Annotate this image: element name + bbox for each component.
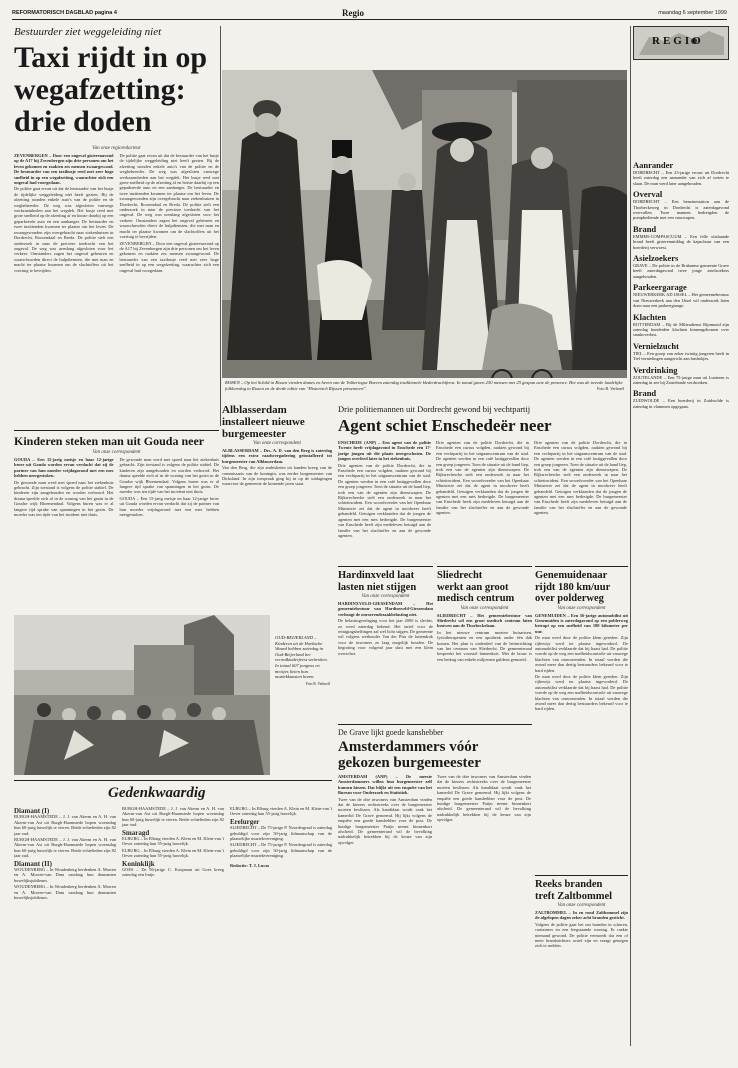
- hardinxveld-byline: Van onze correspondent: [361, 594, 410, 599]
- taxi-title-line-2: wegafzetting:: [14, 73, 186, 106]
- side-h-6: Vernielzucht: [633, 340, 679, 351]
- alblasserdam-title: [222, 404, 332, 440]
- sliedrecht-title-line-3: medisch centrum: [437, 593, 515, 604]
- gedenk-col1-h1: Diamant (I): [14, 807, 50, 815]
- oud-beijerland-caption: [275, 635, 330, 745]
- gedenkwaardig-title: Gedenkwaardig: [108, 785, 206, 801]
- zaltbommel-article: [535, 875, 628, 1045]
- side-t-4: NIEUWERKERK AD IJSSEL – Het gemeentebestuur van Nieuwerkerk aan den IJssel wil onderzoek laten doen naar een parkeergarage.: [633, 292, 729, 309]
- gouda-body-1: De gewonde man werd met spoed naar het ziekenhuis gebracht. Zijn toestand is volgens de politie stabiel. De kinderen zijn aangehouden en worden verhoord. Het drama speelde zich af in de woning van het gezin in de Goudse wijk Bloemendaal. Volgens buren was er al langere tijd sprake van spanningen in het gezin. De moeder was ten tijde van het incident niet thuis.: [14, 479, 114, 518]
- gedenk-col1-h2: Diamant (II): [14, 859, 52, 868]
- genemuiden-title: [535, 570, 628, 605]
- gouda-article: [14, 430, 219, 615]
- side-h-3: Asielzoekers: [633, 253, 679, 264]
- sliedrecht-title: [437, 570, 532, 605]
- alblasserdam-title-line-1: Alblasserdam: [222, 404, 287, 416]
- zaltbommel-body: Volgens de politie gaat het om branden in schuren, containers en een leegstaande woning. Er raakte niemand gewond. De politie vermoedt dat een of meer brandstichters actief zijn en vraagt getuigen zich te melden.: [535, 921, 628, 949]
- taxi-article: [14, 26, 219, 426]
- klederdracht-photo-art: [222, 70, 627, 400]
- main-photo: [222, 70, 627, 400]
- gedenk-col1-t1: BURGH-HAAMSTEDE – J. J. van Akerm en A. H. van Akerm-van Ast uit Burgh-Haamstede hopen woensdag hun 60-jarig huwelijk te vieren. Beide echtelieden zijn 82 jaar oud.: [14, 814, 116, 836]
- gouda-title: Kinderen steken man uit Gouda neer: [14, 434, 205, 448]
- grave-title-line-2: gekozen burgemeester: [338, 755, 481, 771]
- genemuiden-article: [535, 566, 628, 871]
- enschede-body-1: Drie agenten van de politie Dordrecht, die in Enschede een cursus volgden, raakten gewond bij een vechtpartij in het uitgaanscentrum van de stad. De agenten werden in een café lastiggevallen door een groep jongeren. Toen de situatie uit de hand liep, trok een van de agenten zijn dienstwapen. De Rijksrecherche stelt een onderzoek in naar het schietincident. Een woordvoerder van het Openbaar Ministerie zei dat de agent in noodweer heeft gehandeld. Getuigen verklaarden dat de jongen de agenten met een mes bedreigde. De burgemeester van Enschede heeft zijn medeleven betuigd aan de familie van het slachtoffer en aan de gewonde agenten.: [338, 462, 431, 538]
- gouda-body-3: GOUDA – Een 15-jarig meisje en haar 12-jarige broer uit Gouda worden ervan verdacht dat zij de partner van hun moeder vrijdagavond met een mes hebben neergestoken.: [119, 495, 219, 518]
- alblasserdam-byline: Van onze correspondent: [253, 441, 301, 446]
- alblasserdam-title-line-2: installeert nieuwe: [222, 416, 305, 428]
- column-rule-right: [630, 26, 631, 1046]
- gedenk-col2-t2: GOES – De 96-jarige C. Koopman uit Goes kreeg zaterdag een lintje.: [122, 867, 224, 878]
- alblasserdam-lead: ALBLASSERDAM – Drs. A. D. van den Berg is zaterdag tijdens een extra raadsvergadering geïnstalleerd tot burgemeester van Alblasserdam.: [222, 448, 332, 464]
- regio-sidebar: [633, 26, 729, 1046]
- enschede-body-2: Drie agenten van de politie Dordrecht, die in Enschede een cursus volgden, raakten gewond bij een vechtpartij in het uitgaanscentrum van de stad. De agenten werden in een café lastiggevallen door een groep jongeren. Toen de situatie uit de hand liep, trok een van de agenten zijn dienstwapen. De Rijksrecherche stelt een onderzoek in naar het schietincident. Een woordvoerder van het Openbaar Ministerie zei dat de agent in noodweer heeft gehandeld. Getuigen verklaarden dat de jongen de agenten met een mes bedreigde. De burgemeester van Enschede heeft zijn medeleven betuigd aan de familie van het slachtoffer en aan de gewonde agenten.: [436, 440, 529, 516]
- gedenk-col3-t1: SLIEDRECHT – De 75-jarige P. Noordergraaf is zaterdag gehuldigd voor zijn 50-jarig lidmaatschap van de plaatselijke muziekvereniging.: [230, 825, 332, 842]
- taxi-title-line-3: drie doden: [14, 105, 152, 138]
- oud-beijerland-credit: Foto R. Verhoeff: [305, 681, 330, 686]
- genemuiden-title-line-2: rijdt 180 km/uur: [535, 581, 611, 593]
- genemuiden-lead: GENEMUIDEN – Een 36-jarige automobilist uit Genemuiden is zaterdagavond op een polderweg betrapt op een snelheid van 180 kilometer per uur.: [535, 612, 628, 634]
- gouda-lead: GOUDA – Een 15-jarig meisje en haar 12-jarige broer uit Gouda worden ervan verdacht dat zij de partner van hun moeder vrijdagavond met een mes hebben neergestoken.: [14, 457, 114, 479]
- main-caption-text: RISSEN – Op het Schild in Rissen vierden dames en heren van de Volkeringse Boeren zaterdag traditionele klederdrachtfeest. In totaal gaven 250 mensen met 25 gespan acte de presence. Het was de tweede landelijke folkloredag in Rissen en de derde editie van "Historisch Rijssen presenteert".: [225, 380, 623, 391]
- zaltbommel-title: [535, 879, 628, 902]
- hardinxveld-lead: HARDINXVELD-GIESSENDAM – Het gemeentebestuur van Hardinxveld-Giessendam verhoogt de onroerendezaakbelasting niet.: [338, 601, 433, 617]
- sliedrecht-body: In het nieuwe centrum moeten huisartsen, fysiotherapeuten en een apotheek onder één dak komen. Het plan is onderdeel van de herinrichting van het centrum van Sliedrecht. De gemeenteraad bespreekt het voorstel binnenkort. Met de bouw is een bedrag van enkele miljoenen guldens gemoeid.: [437, 629, 532, 662]
- side-t-0: DORDRECHT – Een 23-jarige vrouw uit Dordrecht heeft zaterdag een aanrander van zich af weten te slaan. De man werd later aangehouden.: [633, 170, 729, 186]
- gedenkwaardig-section: [14, 780, 332, 1045]
- zaltbommel-byline: Van onze correspondent: [557, 903, 606, 908]
- hardinxveld-article: [338, 566, 433, 721]
- grave-title-line-1: Amsterdammers vóór: [338, 739, 479, 755]
- gedenk-col2-t1: ELBURG – In Elburg vierden A. Klein en M. Klein-van 't Oever zaterdag hun 55-jarig huwelijk.: [122, 836, 224, 847]
- header-date: maandag 6 september 1999: [658, 10, 727, 16]
- gedenk-col2-h1: Smaragd: [122, 828, 150, 837]
- gedenk-col1-t2: WOUDENBERG – In Woudenberg herdenken A. Morren en A. Morren-van Dam vandaag hun diamanten huwelijksjubileum.: [14, 867, 116, 883]
- side-h-2: Brand: [633, 223, 657, 234]
- side-h-4: Parkeergarage: [633, 282, 687, 293]
- enschede-kicker: Drie politiemannen uit Dordrecht gewond bij vechtpartij: [338, 404, 531, 414]
- side-t-6: TIEL – Een groep van zeker twintig jongeren heeft in Tiel vernielingen aangericht aan bushokjes.: [633, 350, 729, 362]
- taxi-byline: Van onze regioredacteur: [92, 146, 141, 151]
- side-t-7: ZOUTELANDE – Een 75-jarige man uit Lunteren is zaterdag in zee bij Zoutelande verdronken.: [633, 374, 729, 385]
- side-h-0: Aanrander: [633, 160, 674, 170]
- taxi-body-3: ZEVENBERGEN – Door een ongeval gisterenavond op de A17 bij Zevenbergen zijn drie personen om het leven gekomen en raakten zes mensen zwaargewond. De bestuurder van een taxibusje reed met zeer hoge snelheid in op een wegafzetting, waarachter zich een ongeval had voorgedaan.: [119, 240, 219, 273]
- taxi-lead: ZEVENBERGEN – Door een ongeval gisterenavond op de A17 bij Zevenbergen zijn drie personen om het leven gekomen en raakten zes mensen zwaargewond. De bestuurder van een taxibusje reed met zeer hoge snelheid in op een wegafzetting, waarachter zich een ongeval had voorgedaan.: [14, 153, 114, 186]
- grave-kicker: De Grave lijkt goede kanshebber: [338, 728, 444, 737]
- sliedrecht-title-line-1: Sliedrecht: [437, 570, 483, 581]
- oud-beijerland-caption-text: OUD-BEIJERLAND – Kinderen uit de Hoeksche Waard hebben zaterdag in Oud-Beijerland het recordkinderfeest verbroken. In totaal 607 jongens en meisjes lieten hun muziekkunsten horen.: [275, 635, 328, 680]
- sliedrecht-byline: Van onze correspondent: [460, 605, 509, 611]
- alblasserdam-body: Van den Berg, die zijn ambtsketen uit handen kreeg van de commissaris van de koningin, was eerder burgemeester van Dirksland. In zijn toespraak ging hij in op de uitdagingen waarvoor de gemeente de komende jaren staat.: [222, 465, 332, 487]
- grave-lead: AMSTERDAM (ANP) – De meeste Amsterdammers willen hun burgemeester zelf kunnen kiezen. Dat blijkt uit een enquête van het Bureau voor Onderzoek en Statistiek.: [338, 774, 432, 796]
- gedenk-col1-t1b: BURGH-HAAMSTEDE – J. J. van Akerm en A. H. van Akerm-van Ast uit Burgh-Haamstede hopen woensdag hun 60-jarig huwelijk te vieren. Beide echtelieden zijn 82 jaar oud.: [14, 837, 116, 859]
- gedenk-col3-h1: Erelurger: [230, 817, 260, 826]
- sliedrecht-title-line-2: werkt aan groot: [437, 581, 509, 593]
- alblasserdam-title-line-3: burgemeester: [222, 428, 287, 440]
- zaltbommel-title-line-1: Reeks branden: [535, 879, 603, 890]
- gedenk-col2-t1b: ELBURG – In Elburg vierden A. Klein en M. Klein-van 't Oever zaterdag hun 55-jarig huwelijk.: [122, 847, 224, 859]
- side-h-1: Overval: [633, 189, 663, 200]
- enschede-lead: ENSCHEDE (ANP) – Een agent van de politie Twente heeft vrijdagavond in Enschede een 17-jarige jongen uit die plaats neergeschoten. De jongen overleed later in het ziekenhuis.: [338, 440, 431, 462]
- grave-body-2: Twee van de drie inwoners van Amsterdam vinden dat de kiezers rechtstreeks over de burgemeester moeten beslissen. Als kandidaat wordt vaak het kamerlid De Grave genoemd. Hij lijkt volgens de enquête een goede kanshebber voor de post. De huidige burgemeester Patijn neemt binnenkort afscheid. De gemeenteraad wil de bevolking nadrukkelijk betrekken bij de keuze van zijn opvolger.: [437, 774, 531, 823]
- main-photo-credit: Foto R. Verhoeff: [597, 385, 624, 391]
- hardinxveld-title-line-2: lasten niet stijgen: [338, 581, 417, 593]
- regio-logo: [633, 26, 729, 60]
- hardinxveld-body: De belastingverlaging voor het jaar 2000 is slechts, zo werd zaterdag bekend. Het tarief voor de reinigingsheffingen zal wel licht stijgen. De gemeente wil volgens wethouder Van der Plas de lastendruk voor de inwoners zo laag mogelijk houden. De begroting voor volgend jaar sluit met een klein overschot.: [338, 618, 433, 656]
- gedenk-col3-intro: ELBURG – In Elburg vierden A. Klein en M. Klein-van 't Oever zaterdag hun 55-jarig huwelijk.: [230, 806, 332, 817]
- sliedrecht-lead: SLIEDRECHT – Het gemeentebestuur van Sliedrecht wil een groot medisch centrum laten bouwen aan de Thorbeckelaan.: [437, 612, 532, 629]
- taxi-body-1: De politie gaat ervan uit dat de bestuurder van het busje de tijdelijke weggeleiding niet heeft gezien. Bij de afzetting stonden enkele auto's van de politie en de wegbeheerder. De weg was afgesloten vanwege werkzaamheden aan het wegdek. Het busje reed met grote snelheid op de afzetting af en botste daarbij op een geparkeerde auto en een aanhanger. De bestuurder en twee inzittenden kwamen ter plaatse om het leven. De zwaargewonden zijn overgebracht naar ziekenhuizen in Dordrecht, Roosendaal en Breda. De politie stelt een onderzoek in naar de precieze toedracht van het ongeval. De weg was urenlang afgesloten voor het verkeer. Omstanders zagen het ongeval gebeuren en waarschuwden direct de hulpdiensten, die met man en macht ter plaatse kwamen om de slachtoffers uit het voertuig te bevrijden.: [14, 186, 114, 273]
- genemuiden-title-line-1: Genemuidenaar: [535, 570, 608, 581]
- hardinxveld-title-line-1: Hardinxveld laat: [338, 570, 415, 581]
- hardinxveld-title: [338, 570, 433, 593]
- side-t-5: ROTTERDAM – Bij de Milieudienst Rijnmond zijn zaterdag honderden klachten binnengekomen over stankoverlast.: [633, 321, 729, 338]
- main-photo-caption: [222, 378, 627, 400]
- taxi-title-line-1: Taxi rijdt in op: [14, 41, 208, 74]
- grave-title: [338, 739, 532, 771]
- side-t-3: GRAVE – De politie in de Brabantse gemeente Grave heeft zaterdagavond twee jonge asielzoekers aangehouden.: [633, 263, 729, 279]
- gedenk-col1-t2b: WOUDENBERG – In Woudenberg herdenken A. Morren en A. Morren-van Dam vandaag hun diamanten huwelijksjubileum.: [14, 884, 116, 901]
- grave-article: [338, 724, 532, 874]
- side-t-8: ZUIDWOLDE – Een boerderij in Zuidwolde is zaterdag in vlammen opgegaan.: [633, 398, 729, 409]
- side-h-5: Klachten: [633, 311, 667, 322]
- gedenk-editor: Redactie: T. J. Lucas: [230, 862, 270, 868]
- sliedrecht-article: [437, 566, 532, 721]
- genemuiden-body-2: De man werd door de politie klem gereden. Zijn rijbewijs werd ter plaatse ingevorderd. De automobilist verklaarde dat hij haast had. De politie voerde op de weg een snelheidscontrole uit vanwege klachten van omwonenden. In totaal werden die avond meer dan dertig bestuurders bekeurd voor te hard rijden.: [535, 673, 628, 712]
- oud-beijerland-photo: [14, 615, 270, 775]
- gouda-body-2: De gewonde man werd met spoed naar het ziekenhuis gebracht. Zijn toestand is volgens de politie stabiel. De kinderen zijn aangehouden en worden verhoord. Het drama speelde zich af in de woning van het gezin in de Goudse wijk Bloemendaal. Volgens buren was er al langere tijd sprake van spanningen in het gezin. De moeder was ten tijde van het incident niet thuis.: [119, 457, 219, 495]
- taxi-body-2: De politie gaat ervan uit dat de bestuurder van het busje de tijdelijke weggeleiding niet heeft gezien. Bij de afzetting stonden enkele auto's van de politie en de wegbeheerder. De weg was afgesloten vanwege werkzaamheden aan het wegdek. Het busje reed met grote snelheid op de afzetting af en botste daarbij op een geparkeerde auto en een aanhanger. De bestuurder en twee inzittenden kwamen ter plaatse om het leven. De zwaargewonden zijn overgebracht naar ziekenhuizen in Dordrecht, Roosendaal en Breda. De politie stelt een onderzoek in naar de precieze toedracht van het ongeval. De weg was urenlang afgesloten voor het verkeer. Omstanders zagen het ongeval gebeuren en waarschuwden direct de hulpdiensten, die met man en macht ter plaatse kwamen om de slachtoffers uit het voertuig te bevrijden.: [119, 153, 219, 240]
- gedenk-col2-intro: BURGH-HAAMSTEDE – J. J. van Akerm en A. H. van Akerm-van Ast uit Burgh-Haamstede hopen woensdag hun 60-jarig huwelijk te vieren. Beide echtelieden zijn 82 jaar oud.: [122, 806, 224, 828]
- taxi-kicker: Bestuurder ziet weggeleiding niet: [14, 26, 162, 38]
- gedenk-col3-t1b: SLIEDRECHT – De 75-jarige P. Noordergraaf is zaterdag gehuldigd voor zijn 50-jarig lidmaatschap van de plaatselijke muziekvereniging.: [230, 842, 332, 859]
- music-children-photo-art: [14, 615, 270, 775]
- alblasserdam-article: [222, 404, 332, 564]
- side-t-2: EMMER-COMPASCUUM – Een felle uitslaande brand heeft gisterenmiddag de kapschuur van een boerderij verwoest.: [633, 233, 729, 250]
- regio-logo-text: REGIO: [652, 35, 704, 47]
- zaltbommel-lead: ZALTBOMMEL – In en rond Zaltbommel zijn de afgelopen dagen zeker acht branden gesticht.: [535, 910, 628, 921]
- gouda-byline: Van onze correspondent: [92, 450, 141, 455]
- side-h-7: Verdrinking: [633, 364, 678, 375]
- genemuiden-body-1: De man werd door de politie klem gereden. Zijn rijbewijs werd ter plaatse ingevorderd. De automobilist verklaarde dat hij haast had. De politie voerde op de weg een snelheidscontrole uit vanwege klachten van omwonenden. In totaal werden die avond meer dan dertig bestuurders bekeurd voor te hard rijden.: [535, 635, 628, 673]
- enschede-body-3: Drie agenten van de politie Dordrecht, die in Enschede een cursus volgden, raakten gewond bij een vechtpartij in het uitgaanscentrum van de stad. De agenten werden in een café lastiggevallen door een groep jongeren. Toen de situatie uit de hand liep, trok een van de agenten zijn dienstwapen. De Rijksrecherche stelt een onderzoek in naar het schietincident. Een woordvoerder van het Openbaar Ministerie zei dat de agent in noodweer heeft gehandeld. Getuigen verklaarden dat de jongen de agenten met een mes bedreigde. De burgemeester van Enschede heeft zijn medeleven betuigd aan de familie van het slachtoffer en aan de gewonde agenten.: [534, 440, 627, 516]
- header-left: REFORMATORISCH DAGBLAD pagina 4: [12, 10, 117, 16]
- side-h-8: Brand: [633, 388, 657, 399]
- header-section: Regio: [342, 8, 364, 18]
- taxi-title: [14, 42, 219, 138]
- genemuiden-title-line-3: over polderweg: [535, 593, 604, 604]
- zaltbommel-title-line-2: treft Zaltbommel: [535, 890, 613, 902]
- enschede-article: [338, 404, 628, 564]
- page-header: [12, 8, 727, 20]
- enschede-title: Agent schiet Enschedeër neer: [338, 416, 552, 435]
- column-rule-left: [220, 26, 221, 426]
- gedenk-col2-h2: Koninklijk: [122, 859, 155, 868]
- genemuiden-byline: Van onze correspondent: [557, 605, 606, 611]
- side-t-1: DORDRECHT – Een benzinestation aan de Thorbeckeweg in Dordrecht is zaterdagavond overvallen. Twee mannen bedreigden de pompbediende met een vuurwapen.: [633, 199, 729, 221]
- grave-body-1: Twee van de drie inwoners van Amsterdam vinden dat de kiezers rechtstreeks over de burgemeester moeten beslissen. Als kandidaat wordt vaak het kamerlid De Grave genoemd. Hij lijkt volgens de enquête een goede kanshebber voor de post. De huidige burgemeester Patijn neemt binnenkort afscheid. De gemeenteraad wil de bevolking nadrukkelijk betrekken bij de keuze van zijn opvolger.: [338, 796, 432, 845]
